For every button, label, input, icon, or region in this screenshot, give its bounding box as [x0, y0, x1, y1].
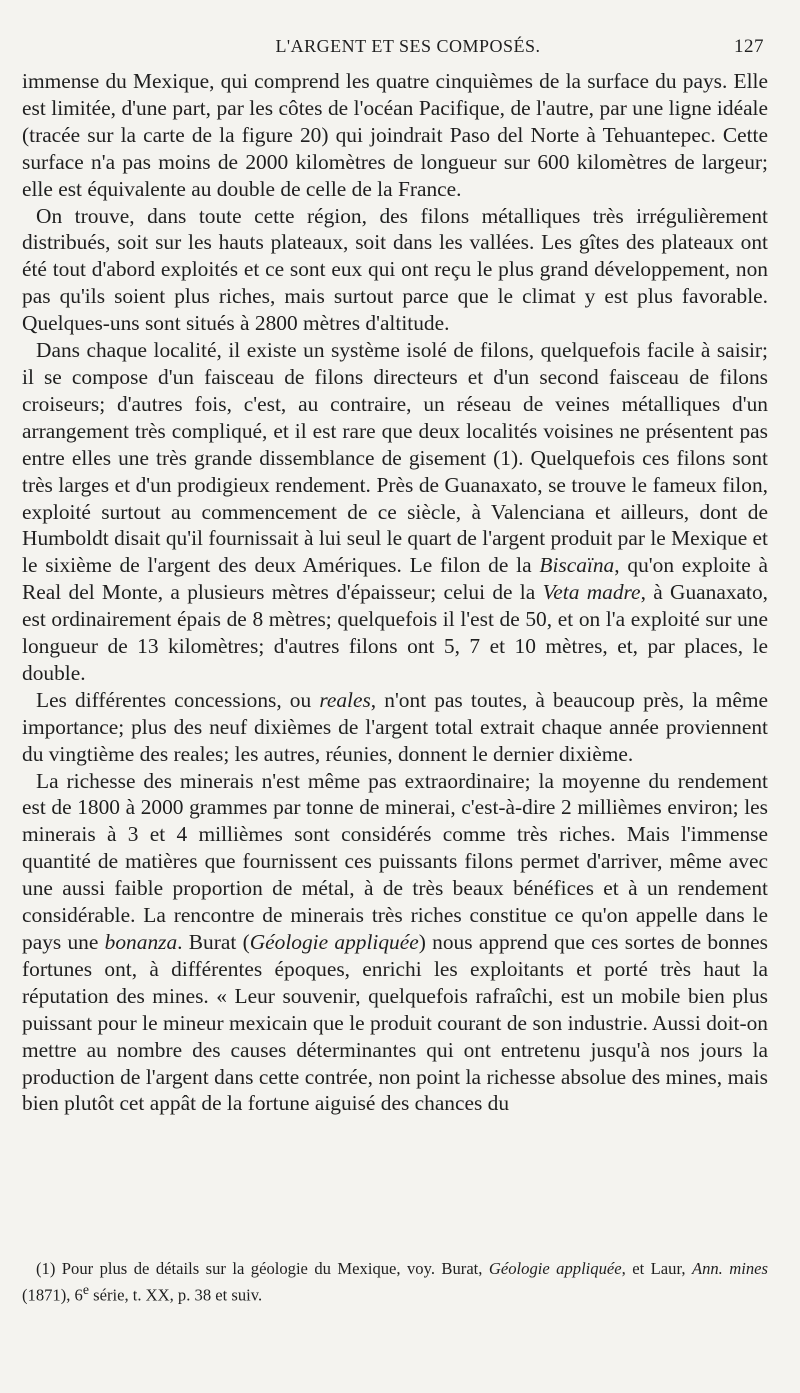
text-run: (1) Pour plus de détails sur la géologie du Mexique, voy. Burat, — [36, 1258, 489, 1278]
italic-title-geologie: Géologie appliquée — [249, 930, 419, 954]
text-run: , à Guanaxato, est ordinairement épais de 8 mètres; quelquefois il l'est de 50, et on l'a exploité sur une longueur de 13 kilomètres; d'autres filons ont 5, 7 et 10 mètres, et, par places, le double. — [22, 580, 769, 685]
text-run: ) nous apprend que ces sortes de bonnes fortunes ont, à différentes époques, enrichi les exploitants et porté très haut la réputation des mines. « Leur souvenir, quelquefois rafraîchi, est un mobile bien plus puissant pour le mineur mexicain que le produit courant de son industrie. Aussi doit-on mettre au nombre des causes déterminantes qui ont entretenu jusqu'à nos jours la production de l'argent dans cette contrée, non point la richesse absolue des mines, mais bien plutôt cet appât de la fortune aiguisé des chances du — [22, 930, 768, 1116]
text-run: La richesse des minerais n'est même pas extraordinaire; la moyenne du rendement est de 1800 à 2000 grammes par tonne de minerai, c'est-à-dire 2 millièmes environ; les minerais à 3 et 4 millièmes sont considérés comme très riches. Mais l'immense quantité de matières que fournissent ces puissants filons permet d'arriver, même avec une aussi faible proportion de métal, à de très beaux bénéfices et à un rendement considérable. La rencontre de minerais très riches constitue ce qu'on appelle dans le pays une — [22, 768, 768, 954]
running-head — [22, 36, 768, 64]
italic-term-biscaina: Biscaïna — [539, 553, 615, 578]
running-title: L'ARGENT ET SES COMPOSÉS. — [275, 36, 541, 56]
italic-title-geologie: Géologie appliquée — [488, 1258, 622, 1278]
italic-term-veta-madre: Veta madre — [542, 580, 641, 605]
text-run: immense du Mexique, qui comprend les quatre cinquièmes de la surface du pays. Elle est limitée, d'une part, par les côtes de l'océan Pacifique, de l'autre, par une ligne idéale (tracée sur la carte de la figure 20) qui joindrait Paso del Norte à Tehuantepec. Cette surface n'a pas moins de 2000 kilomètres de longueur sur 600 kilomètres de largeur; elle est équivalente au double de celle de la France. — [22, 69, 768, 201]
footnote — [22, 1258, 768, 1306]
paragraph-4 — [22, 687, 768, 768]
italic-title-ann-mines: Ann. mines — [691, 1258, 768, 1278]
text-run: , et Laur, — [621, 1258, 692, 1278]
page-number: 127 — [734, 36, 764, 57]
text-run: , n'ont pas toutes, à beaucoup près, la même importance; plus des neuf dixièmes de l'argent total extrait chaque année proviennent du vingtième des reales; les autres, réunies, donnent le dernier dixième. — [22, 687, 768, 766]
paragraph-1 — [22, 68, 768, 203]
text-run: . Burat ( — [177, 930, 250, 954]
superscript-e: e — [82, 1281, 89, 1297]
text-run: On trouve, dans toute cette région, des filons métalliques très irrégulièrement distribués, soit sur les hauts plateaux, soit dans les vallées. Les gîtes des plateaux ont été tout d'abord exploités et ce sont eux qui ont reçu le plus grand développement, non pas qu'ils soient plus riches, mais surtout parce que le climat y est plus favorable. Quelques-uns sont situés à 2800 mètres d'altitude. — [22, 203, 768, 336]
text-run: Les différentes concessions, ou — [36, 687, 320, 712]
italic-term-reales: reales — [319, 687, 371, 712]
paragraph-3 — [22, 337, 768, 687]
body-text — [22, 68, 768, 1117]
text-run: série, t. XX, p. 38 et suiv. — [88, 1285, 263, 1305]
text-run: Dans chaque localité, il existe un système isolé de filons, quelquefois facile à saisir; il se compose d'un faisceau de filons directeurs et d'un second faisceau de filons croiseurs; d'autres fois, c'est, au contraire, un réseau de veines métalliques d'un arrangement très compliqué, et il est rare que deux localités voisines ne présentent pas entre elles une très grande dissemblance de gisement (1). Quelquefois ces filons sont très larges et d'un prodigieux rendement. Près de Guanaxato, se trouve le fameux filon, exploité surtout au commencement de ce siècle, à Valenciana et ailleurs, dont de Humboldt disait qu'il fournissait à lui seul le quart de l'argent produit par le Mexique et le sixième de l'argent des deux Amériques. Le filon de la — [22, 338, 768, 578]
paragraph-2 — [22, 203, 768, 338]
text-run: (1871), 6 — [22, 1285, 83, 1305]
paragraph-5 — [22, 768, 768, 1118]
text-run: , qu'on exploite à Real del Monte, a plusieurs mètres d'épaisseur; celui de la — [22, 553, 768, 605]
italic-term-bonanza: bonanza — [104, 930, 178, 954]
